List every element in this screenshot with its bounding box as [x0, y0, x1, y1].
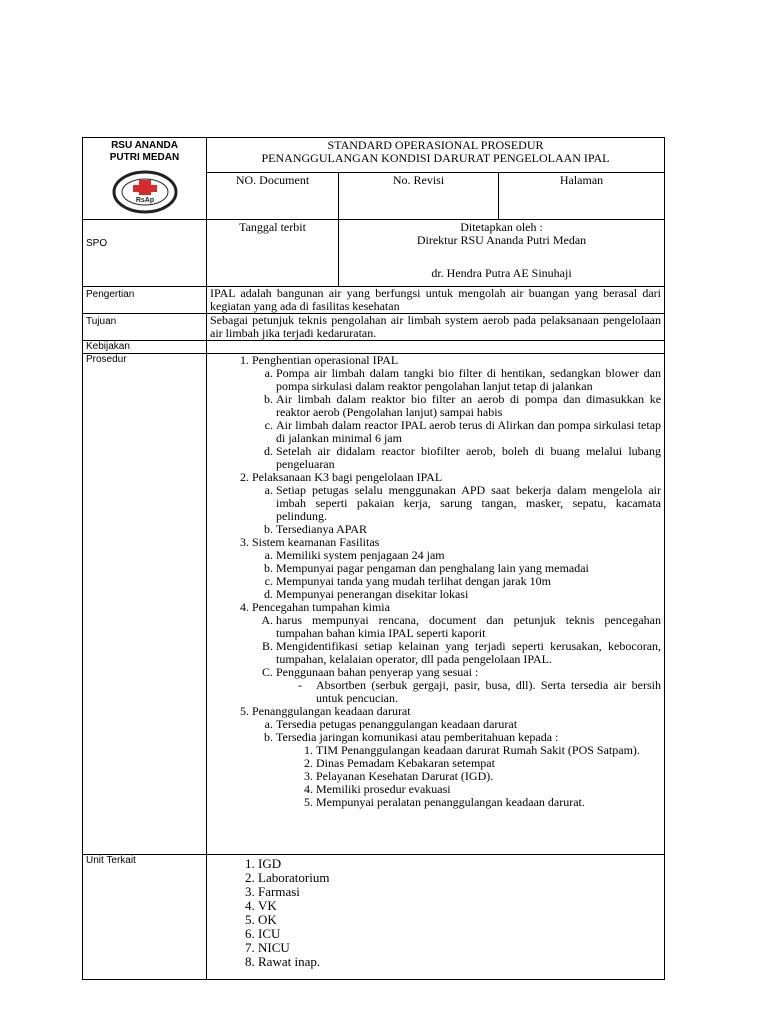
related-units-list	[210, 857, 661, 969]
approved-by-label: Ditetapkan oleh :	[460, 220, 543, 234]
purpose-label: Tujuan	[86, 316, 117, 327]
policy-label: Kebijakan	[86, 341, 130, 352]
procedure-step	[252, 601, 661, 705]
procedure-substep-text: Penggunaan bahan penyerap yang sesuai :	[276, 665, 479, 679]
procedure-substep: c. Mempunyai tanda yang mudah terlihat dengan jarak 10m	[276, 575, 661, 588]
related-unit: 2. Laboratorium	[258, 871, 661, 885]
related-unit: 5. OK	[258, 913, 661, 927]
notification-item: 2. Dinas Pemadam Kebakaran setempat	[316, 757, 661, 770]
procedure-step-title: Pencegahan tumpahan kimia	[252, 600, 390, 614]
related-unit: 6. ICU	[258, 927, 661, 941]
procedure-substep: a. Setiap petugas selalu menggunakan APD saat bekerja dalam mengelola air imbah seperti pakaian kerja, sarung tangan, masker, sepatu, kacamata pelindung.	[276, 484, 661, 523]
procedure-substep	[276, 731, 661, 809]
procedure-substep: b. Tersedianya APAR	[276, 523, 661, 536]
procedure-label: Prosedur	[86, 354, 127, 365]
procedure-substep: d. Setelah air didalam reactor biofilter aerob, boleh di buang melalui lubang pengeluaran	[276, 445, 661, 471]
procedure-step-title: Penghentian operasional IPAL	[252, 353, 399, 367]
procedure-substep: b. Air limbah dalam reaktor bio filter an aerob di pompa dan dimasukkan ke reaktor aerob (Pengolahan lanjut) sampai habis	[276, 393, 661, 419]
procedure-step	[252, 354, 661, 471]
procedure-content	[207, 354, 665, 855]
definition-text: IPAL adalah bangunan air yang berfungsi untuk mengolah air buangan yang berasal dari kegiatan yang ada di fasilitas kesehatan	[207, 287, 665, 314]
institution-name	[86, 138, 203, 164]
purpose-label-cell	[83, 314, 207, 341]
revision-cell	[339, 173, 499, 220]
notification-item: 3. Pelayanan Kesehatan Darurat (IGD).	[316, 770, 661, 783]
procedure-substep: B. Mengidentifikasi setiap kelainan yang terjadi seperti kerusakan, kebocoran, tumpahan, kelalaian operator, dll pada pengelolaan IPAL.	[276, 640, 661, 666]
procedure-substep: d. Mempunyai penerangan disekitar lokasi	[276, 588, 661, 601]
notification-item: 5. Mempunyai peralatan penanggulangan keadaan darurat.	[316, 796, 661, 809]
page-cell	[499, 173, 665, 220]
notification-item: 1. TIM Penanggulangan keadaan darurat Rumah Sakit (POS Satpam).	[316, 744, 661, 757]
absorbent-list	[276, 679, 661, 705]
notification-item: 4. Memiliki prosedur evakuasi	[316, 783, 661, 796]
revision-label: No. Revisi	[392, 173, 445, 187]
procedure-step-title: Penanggulangan keadaan darurat	[252, 704, 411, 718]
document-title	[207, 138, 665, 173]
signatory-name: dr. Hendra Putra AE Sinuhaji	[431, 266, 572, 280]
procedure-substeps	[252, 614, 661, 705]
procedure-substep	[276, 666, 661, 705]
procedure-substep-text: Tersedia jaringan komunikasi atau pemberitahuan kepada :	[276, 730, 559, 744]
procedure-label-cell	[83, 354, 207, 855]
spo-label: SPO	[86, 238, 108, 249]
procedure-substep: a. Pompa air limbah dalam tangki bio filter di hentikan, sedangkan blower dan pompa sirkulasi dalam reaktor pengolahan lanjut tetap di jalankan	[276, 367, 661, 393]
sop-document	[82, 137, 664, 979]
procedure-substep: A. harus mempunyai rencana, document dan petunjuk teknis pencegahan tumpahan bahan kimia IPAL seperti kaporit	[276, 614, 661, 640]
definition-label: Pengertian	[86, 289, 135, 300]
definition-label-cell	[83, 287, 207, 314]
related-unit: 3. Farmasi	[258, 885, 661, 899]
related-unit: 7. NICU	[258, 941, 661, 955]
procedure-step-title: Pelaksanaan K3 bagi pengelolaan IPAL	[252, 470, 443, 484]
procedure-substeps	[252, 484, 661, 536]
procedure-step-title: Sistem keamanan Fasilitas	[252, 535, 380, 549]
policy-text	[207, 341, 665, 354]
policy-label-cell	[83, 341, 207, 354]
procedure-step	[252, 705, 661, 809]
director-title: Direktur RSU Ananda Putri Medan	[416, 233, 587, 247]
related-units-label: Unit Terkait	[86, 855, 136, 866]
institution-line-2: PUTRI MEDAN	[109, 152, 180, 163]
related-units-label-cell	[83, 855, 207, 980]
related-unit: 1. IGD	[258, 857, 661, 871]
procedure-step	[252, 536, 661, 601]
procedure-substep: a. Memiliki system penjagaan 24 jam	[276, 549, 661, 562]
related-units-content	[207, 855, 665, 980]
logo-center-text: RsAp	[135, 197, 154, 204]
sop-table	[82, 137, 665, 980]
page-label: Halaman	[559, 173, 604, 187]
hospital-logo	[112, 170, 178, 214]
absorbent-item: - Absortben (serbuk gergaji, pasir, busa, dll). Serta tersedia air bersih untuk pencucian.	[316, 679, 661, 705]
notification-list	[276, 744, 661, 809]
title-line-1: STANDARD OPERASIONAL PROSEDUR	[327, 138, 544, 152]
purpose-text: Sebagai petunjuk teknis pengolahan air limbah system aerob pada pelaksanaan pengelolaan air limbah jika terjadi kedaruratan.	[207, 314, 665, 341]
institution-line-1: RSU ANANDA	[111, 140, 178, 151]
procedure-substep: c. Air limbah dalam reactor IPAL aerob terus di Alirkan dan pompa sirkulasi tetap di jalankan minimal 6 jam	[276, 419, 661, 445]
title-line-2: PENANGGULANGAN KONDISI DARURAT PENGELOLAAN IPAL	[261, 151, 610, 165]
document-number-label: NO. Document	[235, 173, 310, 187]
procedure-substeps	[252, 549, 661, 601]
procedure-substeps	[252, 718, 661, 809]
procedure-step	[252, 471, 661, 536]
procedure-list	[210, 354, 661, 809]
document-number-cell	[207, 173, 339, 220]
spo-label-cell	[83, 220, 207, 287]
procedure-substep: b. Mempunyai pagar pengaman dan penghalang lain yang memadai	[276, 562, 661, 575]
issue-date-label: Tanggal terbit	[239, 220, 306, 234]
related-unit: 8. Rawat inap.	[258, 955, 661, 969]
issue-date-cell	[207, 220, 339, 287]
procedure-substeps	[252, 367, 661, 471]
approval-cell	[339, 220, 665, 287]
related-unit: 4. VK	[258, 899, 661, 913]
procedure-substep: a. Tersedia petugas penanggulangan keadaan darurat	[276, 718, 661, 731]
institution-cell	[83, 138, 207, 220]
